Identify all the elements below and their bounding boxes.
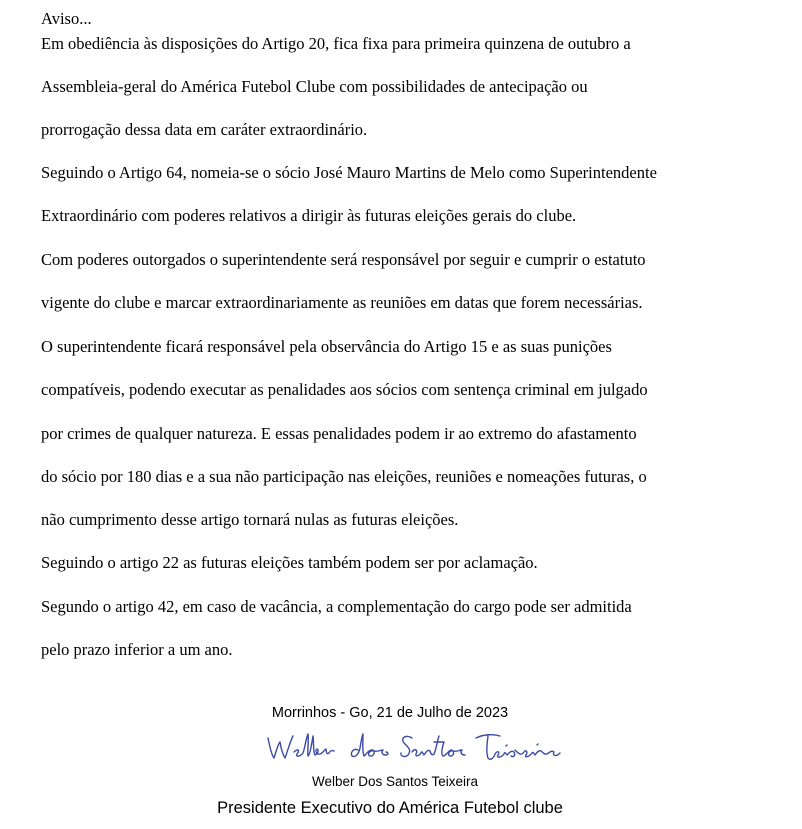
paragraph-line: Segundo o artigo 42, em caso de vacância, a complementação do cargo pode ser admitida xyxy=(41,597,632,616)
paragraph-line: Seguindo o artigo 22 as futuras eleições também podem ser por aclamação. xyxy=(41,553,538,572)
document-title: Aviso... xyxy=(41,9,92,28)
paragraph-line: Seguindo o Artigo 64, nomeia-se o sócio José Mauro Martins de Melo como Superintendente xyxy=(41,163,657,182)
signer-name: Welber Dos Santos Teixeira xyxy=(311,774,479,789)
handwritten-signature xyxy=(262,728,582,768)
paragraph-line: Com poderes outorgados o superintendente será responsável por seguir e cumprir o estatuto xyxy=(41,250,646,269)
paragraph-line: compatíveis, podendo executar as penalidades aos sócios com sentença criminal em julgado xyxy=(41,380,648,399)
paragraph-line: O superintendente ficará responsável pela observância do Artigo 15 e as suas punições xyxy=(41,337,612,356)
paragraph-line: vigente do clube e marcar extraordinariamente as reuniões em datas que forem necessárias. xyxy=(41,293,643,312)
paragraph-line: Extraordinário com poderes relativos a dirigir às futuras eleições gerais do clube. xyxy=(41,206,577,225)
paragraph-line: prorrogação dessa data em caráter extraordinário. xyxy=(41,120,368,139)
paragraph-line: Assembleia-geral do América Futebol Clube com possibilidades de antecipação ou xyxy=(41,77,588,96)
paragraph-line: Em obediência às disposições do Artigo 20, fica fixa para primeira quinzena de outubro a xyxy=(41,34,631,53)
paragraph-line: não cumprimento desse artigo tornará nulas as futuras eleições. xyxy=(41,510,459,529)
signer-role: Presidente Executivo do América Futebol clube xyxy=(217,799,563,817)
place-and-date: Morrinhos - Go, 21 de Julho de 2023 xyxy=(271,705,509,721)
paragraph-line: do sócio por 180 dias e a sua não participação nas eleições, reuniões e nomeações futuras, o xyxy=(41,467,647,486)
paragraph-line: por crimes de qualquer natureza. E essas penalidades podem ir ao extremo do afastamento xyxy=(41,424,637,443)
paragraph-line: pelo prazo inferior a um ano. xyxy=(41,640,233,659)
